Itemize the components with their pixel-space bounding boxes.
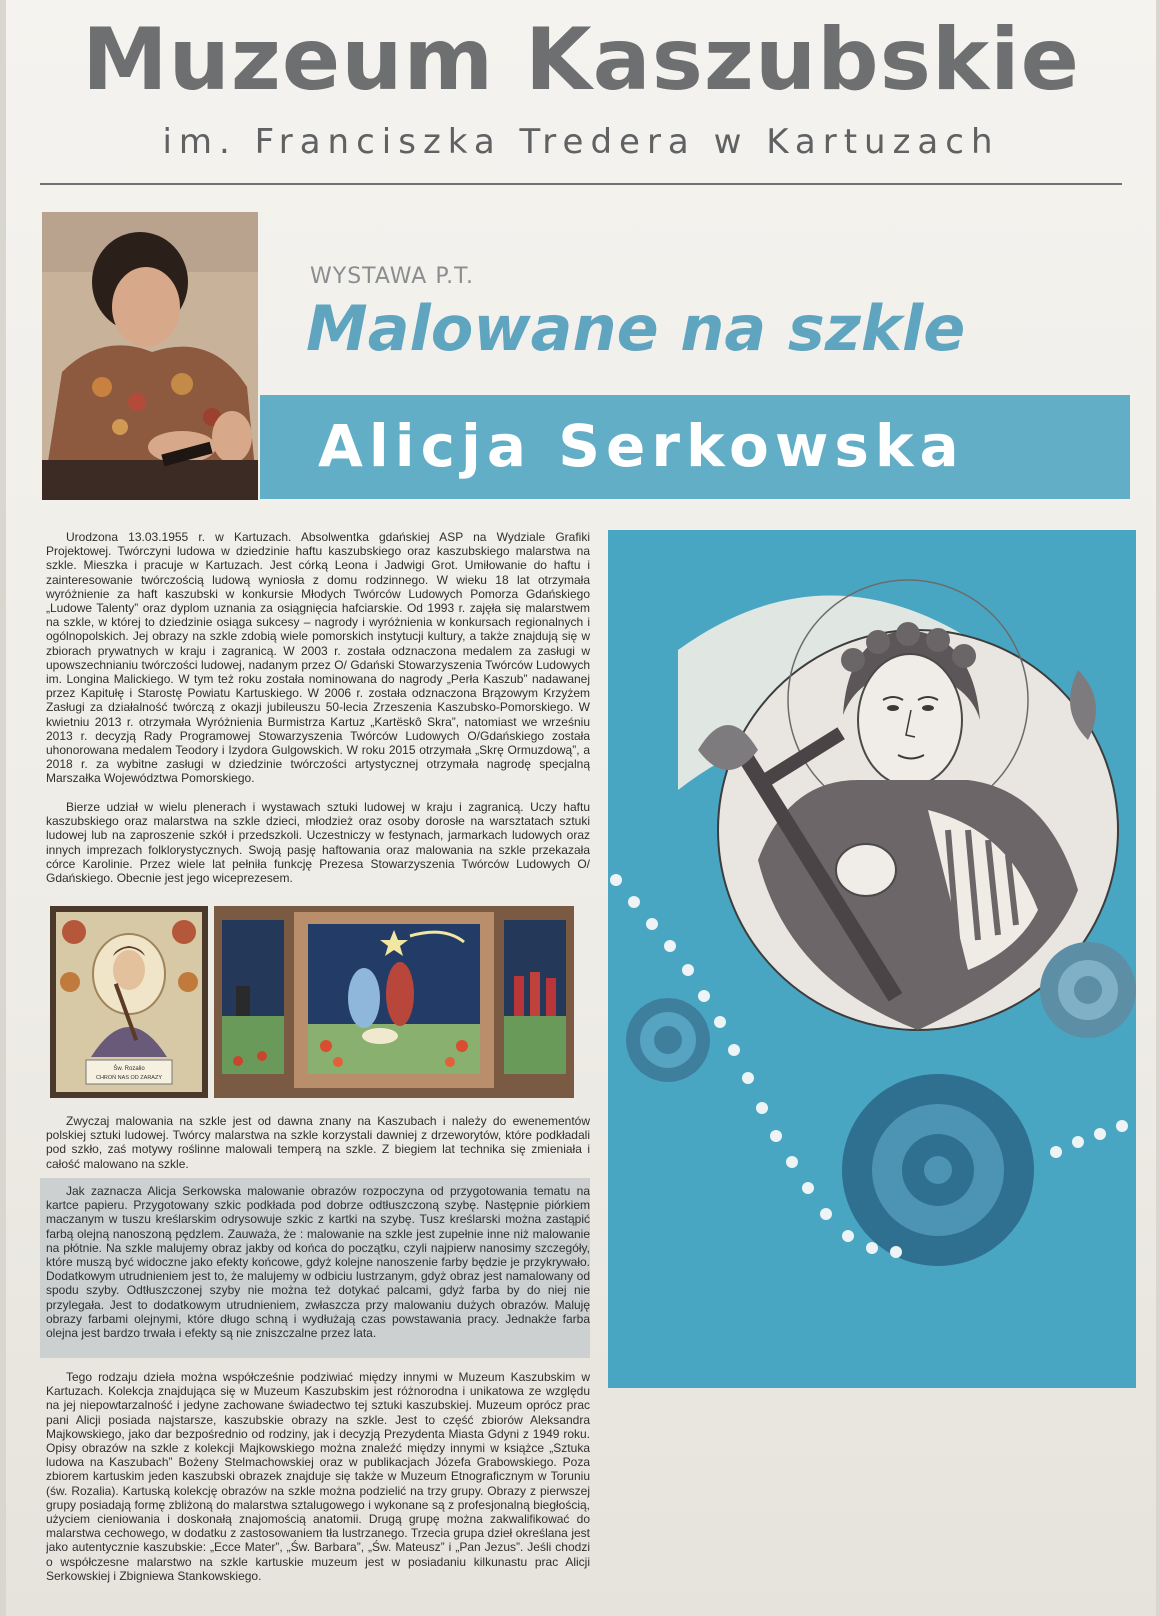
painting-saint-rosalia [50,906,208,1098]
triptych-illustration [214,906,574,1098]
artist-portrait-photo [42,212,258,500]
rosette-large [842,1074,1034,1266]
painting-caption-1: Św. Rozalio [113,1066,145,1072]
painting-rosalia-illustration [56,912,202,1092]
portrait-illustration [42,212,258,500]
painting-caption-2: CHROŃ NAS OD ZARAZY [95,1075,163,1081]
rosette-small-left [626,998,710,1082]
tradition-paragraph: Zwyczaj malowania na szkle jest od dawna znany na Kaszubach i należy do ewenementów polskiej sztuki ludowej. Twórcy malarstwa na szkle korzystali dawniej z drzeworytów, które podkładali pod szkło, zaś motywy roślinne malowali temperą na szkle. Z biegiem lat technika się zmieniała i całość malowano na szkle. [46,1114,590,1171]
biography-paragraph: Urodzona 13.03.1955 r. w Kartuzach. Absolwentka gdańskiej ASP na Wydziale Grafiki Projektowej. Twórczyni ludowa w dziedzinie haftu kaszubskiego oraz kaszubskiego malarstwa na szkle. Mieszka i pracuje w Kartuzach. Jest córką Leona i Jadwigi Grot. Umiłowanie do haftu i zainteresowanie twórczością ludową wyniosła z domu rodzinnego. W wieku 18 lat otrzymała wyróżnienie za haft kaszubski w konkursie Młodych Twórców Ludowych Pomorza Gdańskiego „Ludowe Talenty” oraz dyplom uznania za osiągnięcia hafciarskie. Od 1993 r. zajęła się malarstwem na szkle, w której to dziedzinie osiąga sukcesy – nagrody i wyróżnienia w konkursach regionalnych i ogólnopolskich. Jej obrazy na szkle zdobią wiele pomorskich instytucji kultury, a także znajdują się w zbiorach prywatnych w kraju i zagranicą. W 2003 r. została odznaczona medalem za zasługi w upowszechnianiu twórczości ludowej, nadanym przez O/ Gdański Stowarzyszenia Twórców Ludowych im. Longina Malickiego. W tym też roku została nominowana do nagrody „Perła Kaszub” nadawanej przez Kapitułę i Starostę Powiatu Kartuskiego. W 2006 r. została odznaczona Brązowym Krzyżem Zasługi za działalność twórczą z okazji jubileuszu 50-lecia Zrzeszenia Kaszubsko-Pomorskiego. W kwietniu 2013 r. otrzymała Wyróżnienia Burmistrza Kartuz „Kartëskô Skra”, natomiast we wrześniu 2013 r. decyzją Rady Programowej Stowarzyszenia Twórców Ludowych O/Gdańskiego została uhonorowana medalem Teodory i Izydora Gulgowskich. W roku 2015 otrzymała „Skrę Ormuzdową”, a 2018 r. za wybitne zasługi w dziedzinie twórczości artystycznej otrzymała nagrodę specjalną Marszałka Województwa Pomorskiego. [46,530,590,786]
saint-illustration [608,530,1136,1388]
activity-paragraph: Bierze udział w wielu plenerach i wystawach sztuki ludowej w kraju i zagranicą. Uczy haftu kaszubskiego oraz malarstwa na szkle dzieci, młodzież oraz osoby dorosłe na warsztatach sztuki ludowej lub na zaproszenie szkół i przedszkoli. Uczestniczy w festynach, jarmarkach ludowych oraz innych imprezach folklorystycznych. Swoją pasję haftowania oraz malowania na szkle przekazała córce Karolinie. Przez wiele lat pełniła funkcję Prezesa Stowarzyszenia Twórców Ludowych O/ Gdańskiego. Obecnie jest jego wiceprezesem. [46,800,590,886]
decorative-art-panel [608,530,1136,1388]
museum-subtitle: im. Franciszka Tredera w Kartuzach [162,122,1000,162]
collection-paragraph: Tego rodzaju dzieła można współcześnie podziwiać między innymi w Muzeum Kaszubskim w Kartuzach. Kolekcja znajdująca się w Muzeum Kaszubskim jest różnorodna i unikatowa ze względu na jej niepowtarzalność i jedyne zachowane świadectwo tej sztuki kaszubskiej. Muzeum oprócz prac pani Alicji posiada najstarsze, kaszubskie obrazy na szkle. Jest to część zbiorów Aleksandra Majkowskiego, jako dar bezpośrednio od rodziny, jak i decyzją Prezydenta Miasta Gdyni z 1949 roku. Opisy obrazów na szkle z kolekcji Majkowskiego można znaleźć między innymi w książce „Sztuka ludowa na Kaszubach” Bożeny Stelmachowskiej oraz w publikacjach Józefa Grabowskiego. Poza zbiorem kartuskim jeden kaszubski obrazek znajduje się także w Muzeum Etnograficznym w Toruniu (św. Rozalia). Kartuską kolekcję obrazów na szkle można podzielić na trzy grupy. Obrazy z pierwszej grupy posiadają formę zbliżoną do malarstwa sztalugowego i wykonane są z profesjonalną biegłością, użyciem cieniowania i doskonałą znajomością anatomii. Drugą grupę można zakwalifikować do malarstwa cechowego, w dodatku z zastosowaniem tła lustrzanego. Trzecia grupa dzieł określana jest jako autentycznie kaszubskie: „Ecce Mater”, „Św. Barbara”, „Św. Mateusz” i „Pan Jezus”. Jeśli chodzi o współczesne malarstwo na szkle kartuskie muzeum jest w posiadaniu kilkunastu prac Alicji Serkowskiej i Zbigniewa Stankowskiego. [46,1370,590,1583]
triptych-nativity [214,906,574,1098]
museum-title: Muzeum Kaszubskie [82,10,1080,110]
rosette-right [1040,942,1136,1038]
poster-board [6,0,1156,1616]
exhibition-title: Malowane na szkle [306,292,966,365]
artist-name: Alicja Serkowska [318,412,965,480]
exhibition-label: WYSTAWA P.T. [310,264,474,289]
technique-paragraph: Jak zaznacza Alicja Serkowska malowanie obrazów rozpoczyna od przygotowania tematu na kartce papieru. Przygotowany szkic podkłada pod dobrze odtłuszczoną szybę. Następnie piórkiem maczanym w tuszu kreślarskim odrysowuje szkic z kartki na szybę. Tusz kreślarski można zastąpić farbą olejną nanoszoną pędzlem. Zauważa, że : malowanie na szkle jest zupełnie inne niż malowanie na płótnie. Na szkle malujemy obraz jakby od końca do początku, czyli najpierw nanosimy szczegóły, które muszą być widoczne jako efekty końcowe, gdyż kolejne nanoszenie farby będzie je przykrywało. Dodatkowym utrudnieniem jest to, że malujemy w odbiciu lustrzanym, gdyż obraz jest namalowany od spodu szyby. Odtłuszczonej szyby nie można też dotykać palcami, gdyż farba by do niej nie przylegała. Jest to dodatkowym utrudnieniem, zwłaszcza przy malowaniu dużych obrazów. Maluję obrazy farbami olejnymi, które długo schną i wydłużają czas powstawania pracy. Jednakże farba olejna jest bardzo trwała i efekty są nie zniszczalne przez lata. [46,1184,590,1341]
header-divider [40,183,1122,185]
